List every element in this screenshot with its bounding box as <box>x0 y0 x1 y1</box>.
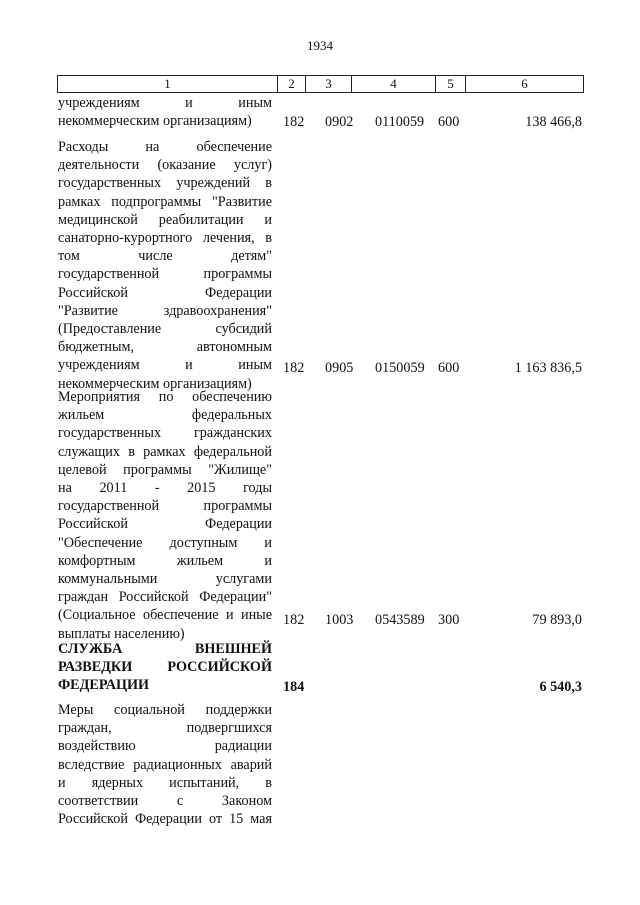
ministry-code: 182 <box>283 612 305 628</box>
target-code: 0110059 <box>375 114 425 130</box>
amount: 6 540,3 <box>539 679 582 695</box>
description-line: Российской Федерации от 15 мая <box>58 811 272 828</box>
header-col-6: 6 <box>521 76 528 91</box>
description-line: коммунальными услугами <box>58 571 272 588</box>
description-line: учреждениям и иным <box>58 357 272 374</box>
row-description <box>58 94 272 130</box>
header-col-3: 3 <box>306 76 352 92</box>
section-code: 0905 <box>325 360 354 376</box>
section-code: 1003 <box>325 612 354 628</box>
description-line: государственных гражданских <box>58 425 272 442</box>
row-description <box>58 640 272 695</box>
ministry-code: 182 <box>283 360 305 376</box>
description-line: (Социальное обеспечение и иные <box>58 607 272 624</box>
description-line: учреждениям и иным <box>58 95 272 111</box>
expense-type-code: 300 <box>438 612 460 628</box>
description-line: (Предоставление субсидий <box>58 321 272 338</box>
expense-type-code: 600 <box>438 360 460 376</box>
target-code: 0150059 <box>375 360 425 376</box>
table-row <box>0 388 640 642</box>
table-header <box>57 75 584 93</box>
description-line: соответствии с Законом <box>58 793 272 810</box>
description-line: вследствие радиационных аварий <box>58 756 272 773</box>
description-line: граждан Российской Федерации" <box>58 589 272 606</box>
description-line: ФЕДЕРАЦИИ <box>58 677 150 694</box>
description-line: Расходы на обеспечение <box>58 139 272 155</box>
row-description <box>58 388 272 643</box>
page-number: 1934 <box>307 38 333 53</box>
header-col-2: 2 <box>278 76 306 92</box>
section-code: 0902 <box>325 114 354 130</box>
description-line: государственной программы <box>58 266 272 283</box>
description-line: комфортным жильем и <box>58 552 272 569</box>
header-col-4: 4 <box>352 76 436 92</box>
row-description <box>58 138 272 393</box>
expense-type-code: 600 <box>438 114 460 130</box>
table-row <box>0 138 640 392</box>
description-line: граждан, подвергшихся <box>58 720 272 737</box>
description-line: Российской Федерации <box>58 516 272 533</box>
header-col-5: 5 <box>436 76 466 92</box>
description-line: служащих в рамках федеральной <box>58 443 272 460</box>
amount: 79 893,0 <box>532 612 582 628</box>
description-line: жильем федеральных <box>58 407 272 424</box>
table-row <box>0 701 640 831</box>
description-line: государственной программы <box>58 498 272 515</box>
description-line: СЛУЖБА ВНЕШНЕЙ <box>58 641 272 657</box>
target-code: 0543589 <box>375 612 425 628</box>
description-line: выплаты населению) <box>58 625 185 642</box>
description-line: государственных учреждений в <box>58 175 272 192</box>
description-line: Мероприятия по обеспечению <box>58 389 272 405</box>
description-line: Российской Федерации <box>58 284 272 301</box>
description-line: и ядерных испытаний, в <box>58 774 272 791</box>
description-line: Меры социальной поддержки <box>58 702 272 718</box>
amount: 138 466,8 <box>525 114 582 130</box>
description-line: на 2011 - 2015 годы <box>58 480 272 497</box>
description-line: том числе детям" <box>58 248 272 265</box>
ministry-code: 184 <box>283 679 305 695</box>
table-row <box>0 640 640 696</box>
header-col-1: 1 <box>58 76 278 92</box>
description-line: "Обеспечение доступным и <box>58 534 272 551</box>
description-line: рамках подпрограммы "Развитие <box>58 193 272 210</box>
row-description <box>58 701 272 828</box>
ministry-code: 182 <box>283 114 305 130</box>
description-line: деятельности (оказание услуг) <box>58 157 272 174</box>
amount: 1 163 836,5 <box>514 360 582 376</box>
description-line: медицинской реабилитации и <box>58 211 272 228</box>
table-row <box>0 94 640 131</box>
description-line: санаторно-курортного лечения, в <box>58 230 272 247</box>
description-line: некоммерческим организациям) <box>58 375 252 392</box>
description-line: РАЗВЕДКИ РОССИЙСКОЙ <box>58 659 272 676</box>
description-line: бюджетным, автономным <box>58 339 272 356</box>
description-line: "Развитие здравоохранения" <box>58 302 272 319</box>
description-line: воздействию радиации <box>58 738 272 755</box>
description-line: некоммерческим организациям) <box>58 113 252 130</box>
description-line: целевой программы "Жилище" <box>58 461 272 478</box>
